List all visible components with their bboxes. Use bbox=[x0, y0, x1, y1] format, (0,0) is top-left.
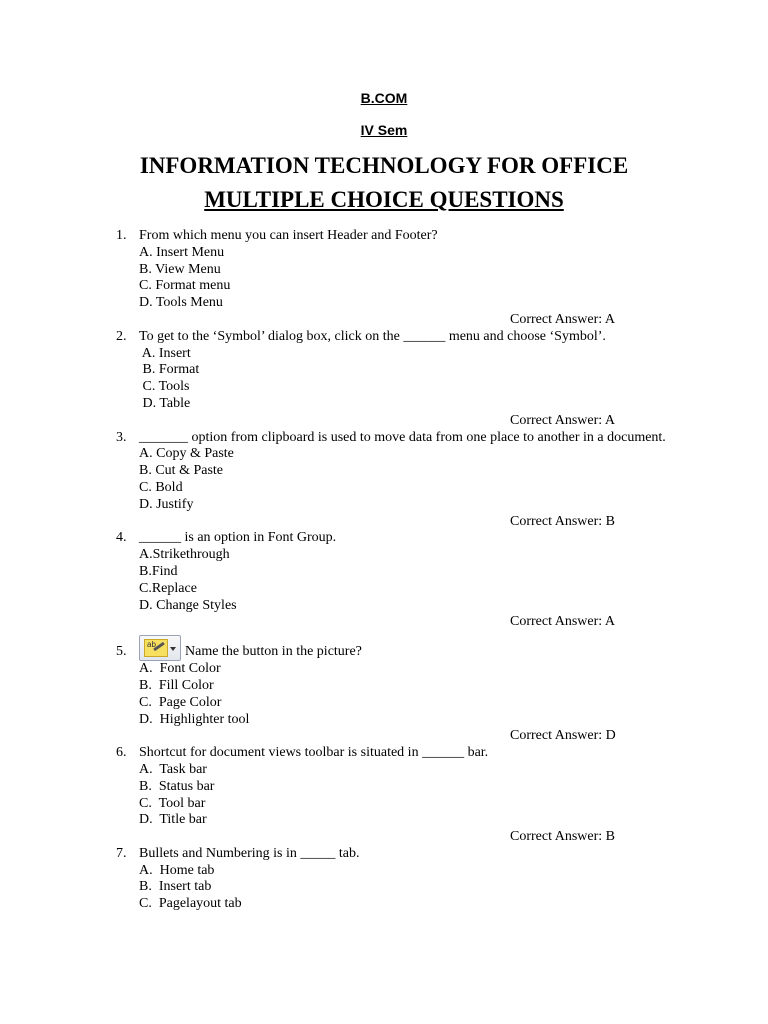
question-text: Shortcut for document views toolbar is situated in ______ bar. bbox=[139, 745, 489, 761]
answer-option: A. Insert bbox=[139, 345, 191, 361]
answer-option: C. Bold bbox=[139, 479, 183, 495]
answer-option: D. Table bbox=[139, 395, 191, 411]
question-row bbox=[116, 745, 676, 762]
answer-option: D. Title bar bbox=[139, 812, 207, 828]
answer-option: C. Format menu bbox=[139, 278, 231, 294]
question-item bbox=[116, 745, 676, 846]
answer-option: B. Insert tab bbox=[139, 879, 212, 895]
question-text: ______ is an option in Font Group. bbox=[139, 530, 337, 546]
question-text: To get to the ‘Symbol’ dialog box, click on the ______ menu and choose ‘Symbol’. bbox=[139, 328, 606, 344]
answer-option: D. Change Styles bbox=[139, 597, 237, 613]
correct-answer: Correct Answer: B bbox=[510, 829, 615, 845]
question-number: 7. bbox=[116, 845, 127, 861]
answer-option: B. Fill Color bbox=[139, 677, 214, 693]
correct-answer: Correct Answer: A bbox=[510, 412, 615, 428]
answer-option: B. View Menu bbox=[139, 261, 221, 277]
answer-option: B. Format bbox=[139, 362, 200, 378]
answer-option: A. Task bar bbox=[139, 761, 207, 777]
question-item bbox=[116, 846, 676, 913]
highlighter-button-icon: ab bbox=[139, 635, 181, 661]
answer-option: D. Tools Menu bbox=[139, 295, 223, 311]
question-row bbox=[116, 329, 676, 346]
correct-answer: Correct Answer: A bbox=[510, 311, 615, 327]
document-title: INFORMATION TECHNOLOGY FOR OFFICE bbox=[139, 153, 629, 178]
answer-option: A. Insert Menu bbox=[139, 244, 225, 260]
answer-option: A. Home tab bbox=[139, 862, 215, 878]
question-list bbox=[116, 228, 676, 913]
question-row bbox=[116, 635, 676, 661]
answer-option: C. Tool bar bbox=[139, 795, 206, 811]
question-text: _______ option from clipboard is used to move data from one place to another in a document. bbox=[139, 429, 666, 445]
answer-option: A. Font Color bbox=[139, 661, 221, 677]
question-text: Bullets and Numbering is in _____ tab. bbox=[139, 845, 360, 861]
answer-option: C. Tools bbox=[139, 379, 190, 395]
answer-option: C. Page Color bbox=[139, 694, 222, 710]
answer-option: C. Pagelayout tab bbox=[139, 896, 242, 912]
question-number: 2. bbox=[116, 328, 127, 344]
course-heading: B.COM bbox=[360, 90, 408, 106]
question-number: 6. bbox=[116, 745, 127, 761]
question-number: 3. bbox=[116, 429, 127, 445]
question-text: Name the button in the picture? bbox=[185, 644, 362, 660]
question-number: 5. bbox=[116, 644, 127, 660]
answer-option: C.Replace bbox=[139, 580, 197, 596]
correct-answer: Correct Answer: D bbox=[510, 728, 616, 744]
question-text: From which menu you can insert Header and Footer? bbox=[139, 228, 438, 243]
question-item bbox=[116, 430, 676, 531]
correct-answer: Correct Answer: B bbox=[510, 513, 615, 529]
question-row bbox=[116, 228, 676, 245]
answer-option: B.Find bbox=[139, 563, 178, 579]
answer-option: B. Status bar bbox=[139, 778, 215, 794]
correct-answer: Correct Answer: A bbox=[510, 614, 615, 630]
question-item bbox=[116, 228, 676, 329]
semester-heading: IV Sem bbox=[360, 122, 408, 138]
question-row bbox=[116, 430, 676, 447]
answer-option: B. Cut & Paste bbox=[139, 463, 224, 479]
question-item bbox=[116, 530, 676, 631]
question-item bbox=[116, 635, 676, 745]
question-number: 1. bbox=[116, 228, 127, 243]
question-row bbox=[116, 530, 676, 547]
answer-option: A.Strikethrough bbox=[139, 547, 230, 563]
answer-option: D. Highlighter tool bbox=[139, 711, 250, 727]
answer-option: D. Justify bbox=[139, 496, 194, 512]
question-number: 4. bbox=[116, 530, 127, 546]
document-subtitle: MULTIPLE CHOICE QUESTIONS bbox=[204, 187, 564, 212]
answer-option: A. Copy & Paste bbox=[139, 446, 234, 462]
question-row bbox=[116, 846, 676, 863]
question-item bbox=[116, 329, 676, 430]
